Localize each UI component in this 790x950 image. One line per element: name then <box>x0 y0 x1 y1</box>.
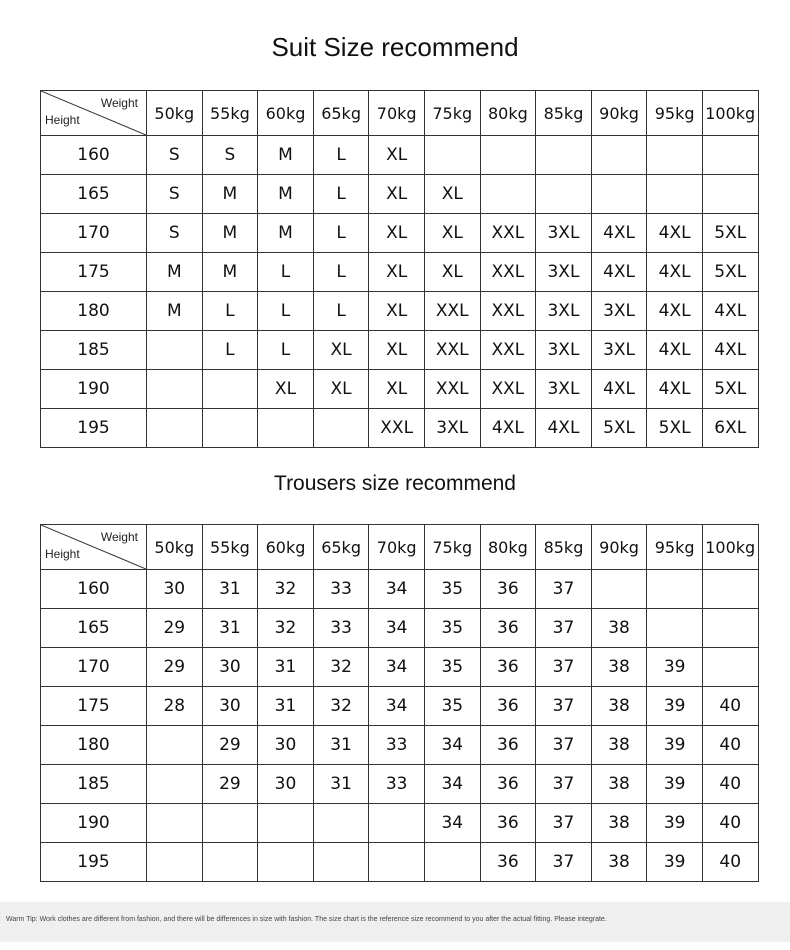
height-cell: 160 <box>41 136 147 175</box>
size-cell <box>591 136 647 175</box>
size-cell: 34 <box>424 804 480 843</box>
size-cell: L <box>258 292 314 331</box>
size-cell: S <box>147 136 203 175</box>
size-cell <box>202 804 258 843</box>
size-cell: L <box>202 331 258 370</box>
weight-label: Weight <box>100 530 138 544</box>
height-label: Height <box>45 547 80 561</box>
trousers-size-table <box>40 524 759 882</box>
size-cell: M <box>258 175 314 214</box>
size-cell: 3XL <box>536 370 592 409</box>
size-cell: 34 <box>369 687 425 726</box>
size-cell: 29 <box>147 609 203 648</box>
size-cell <box>147 843 203 882</box>
size-cell: L <box>202 292 258 331</box>
weight-header: 65kg <box>313 525 369 570</box>
size-cell <box>313 409 369 448</box>
size-cell: 37 <box>536 609 592 648</box>
size-cell: XL <box>258 370 314 409</box>
weight-header: 65kg <box>313 91 369 136</box>
size-cell: 33 <box>369 726 425 765</box>
size-cell: M <box>202 214 258 253</box>
size-cell <box>313 843 369 882</box>
corner-cell <box>41 91 147 136</box>
size-cell: XXL <box>480 370 536 409</box>
size-cell <box>202 370 258 409</box>
size-cell <box>202 843 258 882</box>
size-cell <box>258 409 314 448</box>
size-cell: 37 <box>536 843 592 882</box>
size-cell: 3XL <box>536 214 592 253</box>
size-cell: 34 <box>369 648 425 687</box>
table-row <box>41 370 759 409</box>
size-cell <box>369 804 425 843</box>
height-cell: 195 <box>41 843 147 882</box>
size-cell: 40 <box>702 726 758 765</box>
size-cell: 33 <box>369 765 425 804</box>
size-cell: XL <box>424 214 480 253</box>
weight-header: 95kg <box>647 91 703 136</box>
size-cell <box>147 370 203 409</box>
size-cell: 33 <box>313 570 369 609</box>
weight-header: 80kg <box>480 525 536 570</box>
size-cell: 5XL <box>702 253 758 292</box>
warm-tip-note: Warm Tip: Work clothes are different from fashion, and there will be differences in size with fashion. The size chart is the reference size recommend to you after the actual fitting. Please integrate. <box>0 902 790 942</box>
size-cell: L <box>258 253 314 292</box>
size-cell <box>313 804 369 843</box>
height-cell: 195 <box>41 409 147 448</box>
size-cell: 31 <box>258 687 314 726</box>
weight-header: 100kg <box>702 525 758 570</box>
size-cell: 35 <box>424 570 480 609</box>
weight-header: 90kg <box>591 91 647 136</box>
size-cell: 38 <box>591 609 647 648</box>
size-cell: 3XL <box>591 331 647 370</box>
size-cell: XXL <box>424 292 480 331</box>
size-cell: M <box>202 175 258 214</box>
size-cell: 30 <box>202 687 258 726</box>
size-cell <box>591 570 647 609</box>
size-cell: 29 <box>202 726 258 765</box>
size-cell: 37 <box>536 648 592 687</box>
size-cell: 3XL <box>536 292 592 331</box>
height-cell: 165 <box>41 175 147 214</box>
size-cell: M <box>202 253 258 292</box>
size-cell: 37 <box>536 570 592 609</box>
size-cell: XL <box>369 370 425 409</box>
size-cell: 32 <box>258 609 314 648</box>
size-cell: 38 <box>591 726 647 765</box>
table-header-row <box>41 525 759 570</box>
table-row <box>41 609 759 648</box>
size-cell: 36 <box>480 726 536 765</box>
height-cell: 160 <box>41 570 147 609</box>
size-cell: XL <box>369 253 425 292</box>
size-cell: XXL <box>369 409 425 448</box>
size-cell: S <box>202 136 258 175</box>
size-cell: L <box>313 253 369 292</box>
size-cell <box>647 136 703 175</box>
height-label: Height <box>45 113 80 127</box>
table-row <box>41 214 759 253</box>
table-row <box>41 726 759 765</box>
size-cell: S <box>147 175 203 214</box>
table-row <box>41 175 759 214</box>
size-cell: 3XL <box>424 409 480 448</box>
table-header-row <box>41 91 759 136</box>
size-cell: 3XL <box>591 292 647 331</box>
table-row <box>41 648 759 687</box>
size-cell: 4XL <box>647 253 703 292</box>
size-cell: 36 <box>480 609 536 648</box>
table-row <box>41 687 759 726</box>
weight-header: 85kg <box>536 525 592 570</box>
size-cell: 4XL <box>480 409 536 448</box>
size-cell: 28 <box>147 687 203 726</box>
size-cell <box>147 409 203 448</box>
size-cell: L <box>313 136 369 175</box>
size-cell: 31 <box>258 648 314 687</box>
size-cell: XL <box>369 214 425 253</box>
size-cell: M <box>147 253 203 292</box>
height-cell: 175 <box>41 687 147 726</box>
size-cell: 34 <box>424 726 480 765</box>
size-cell: 31 <box>202 570 258 609</box>
size-cell: 4XL <box>647 214 703 253</box>
size-cell: 4XL <box>536 409 592 448</box>
table-row <box>41 292 759 331</box>
weight-header: 95kg <box>647 525 703 570</box>
size-cell: 34 <box>369 570 425 609</box>
size-cell <box>702 175 758 214</box>
table-row <box>41 253 759 292</box>
size-cell: L <box>258 331 314 370</box>
table-row <box>41 136 759 175</box>
size-cell: 40 <box>702 687 758 726</box>
size-cell: 35 <box>424 609 480 648</box>
size-cell: 5XL <box>702 370 758 409</box>
size-cell: M <box>258 214 314 253</box>
table-row <box>41 843 759 882</box>
size-cell: 5XL <box>591 409 647 448</box>
size-cell <box>202 409 258 448</box>
size-cell: XL <box>424 253 480 292</box>
size-cell <box>647 609 703 648</box>
size-cell: 4XL <box>702 292 758 331</box>
size-cell <box>424 843 480 882</box>
size-cell: 39 <box>647 726 703 765</box>
size-cell: 31 <box>313 765 369 804</box>
size-cell: XL <box>424 175 480 214</box>
size-cell: 36 <box>480 843 536 882</box>
size-cell: 35 <box>424 648 480 687</box>
size-cell <box>702 136 758 175</box>
size-cell: L <box>313 292 369 331</box>
size-cell: 34 <box>369 609 425 648</box>
weight-header: 60kg <box>258 91 314 136</box>
size-cell: 39 <box>647 687 703 726</box>
size-cell: M <box>258 136 314 175</box>
size-cell: 40 <box>702 765 758 804</box>
size-cell: 4XL <box>647 292 703 331</box>
size-cell: 38 <box>591 687 647 726</box>
size-cell: 3XL <box>536 331 592 370</box>
size-cell: 35 <box>424 687 480 726</box>
size-cell: XL <box>313 331 369 370</box>
weight-header: 55kg <box>202 525 258 570</box>
size-cell: L <box>313 214 369 253</box>
size-cell: 32 <box>313 648 369 687</box>
size-cell: S <box>147 214 203 253</box>
size-cell: 38 <box>591 804 647 843</box>
size-cell <box>147 804 203 843</box>
size-cell: XL <box>369 292 425 331</box>
size-cell: 37 <box>536 804 592 843</box>
size-cell: 5XL <box>702 214 758 253</box>
size-cell: 39 <box>647 648 703 687</box>
height-cell: 165 <box>41 609 147 648</box>
weight-header: 50kg <box>147 525 203 570</box>
size-cell: 36 <box>480 765 536 804</box>
size-cell <box>536 136 592 175</box>
suit-size-table <box>40 90 759 448</box>
size-cell: 30 <box>258 765 314 804</box>
height-cell: 175 <box>41 253 147 292</box>
suit-size-title: Suit Size recommend <box>271 32 519 62</box>
size-cell: 36 <box>480 687 536 726</box>
weight-header: 55kg <box>202 91 258 136</box>
height-cell: 190 <box>41 804 147 843</box>
size-cell <box>702 648 758 687</box>
size-cell <box>424 136 480 175</box>
size-cell: 39 <box>647 765 703 804</box>
size-cell <box>369 843 425 882</box>
size-cell <box>591 175 647 214</box>
size-cell: XL <box>313 370 369 409</box>
size-cell <box>480 136 536 175</box>
table-row <box>41 804 759 843</box>
size-cell: 38 <box>591 765 647 804</box>
size-cell: 4XL <box>591 214 647 253</box>
size-cell <box>647 175 703 214</box>
height-cell: 170 <box>41 214 147 253</box>
size-cell: 29 <box>202 765 258 804</box>
size-cell: 30 <box>147 570 203 609</box>
table-row <box>41 570 759 609</box>
size-cell: XL <box>369 175 425 214</box>
size-cell <box>147 765 203 804</box>
size-cell: 5XL <box>647 409 703 448</box>
size-cell <box>147 331 203 370</box>
size-cell: 4XL <box>591 370 647 409</box>
size-cell: 30 <box>258 726 314 765</box>
table-row <box>41 409 759 448</box>
size-cell: M <box>147 292 203 331</box>
size-cell: 37 <box>536 726 592 765</box>
size-cell: 4XL <box>591 253 647 292</box>
size-cell: 3XL <box>536 253 592 292</box>
size-cell <box>536 175 592 214</box>
size-cell: XXL <box>480 292 536 331</box>
size-cell: 39 <box>647 804 703 843</box>
size-cell <box>702 609 758 648</box>
size-cell: 30 <box>202 648 258 687</box>
size-cell: 31 <box>313 726 369 765</box>
size-cell <box>480 175 536 214</box>
height-cell: 170 <box>41 648 147 687</box>
weight-header: 60kg <box>258 525 314 570</box>
size-cell <box>647 570 703 609</box>
size-cell: 36 <box>480 804 536 843</box>
size-cell: L <box>313 175 369 214</box>
corner-cell <box>41 525 147 570</box>
size-cell: XL <box>369 136 425 175</box>
weight-header: 70kg <box>369 525 425 570</box>
size-cell <box>258 804 314 843</box>
size-cell: 37 <box>536 687 592 726</box>
size-cell: XL <box>369 331 425 370</box>
size-cell <box>702 570 758 609</box>
size-cell: 36 <box>480 570 536 609</box>
weight-label: Weight <box>100 96 138 110</box>
height-cell: 180 <box>41 292 147 331</box>
height-cell: 190 <box>41 370 147 409</box>
size-cell: XXL <box>480 331 536 370</box>
size-cell: 32 <box>313 687 369 726</box>
weight-header: 90kg <box>591 525 647 570</box>
size-cell: XXL <box>424 370 480 409</box>
size-cell: 37 <box>536 765 592 804</box>
size-cell <box>258 843 314 882</box>
size-cell: 36 <box>480 648 536 687</box>
height-cell: 185 <box>41 765 147 804</box>
size-cell: 4XL <box>702 331 758 370</box>
size-cell: 4XL <box>647 331 703 370</box>
size-cell: 32 <box>258 570 314 609</box>
table-row <box>41 765 759 804</box>
size-cell: 40 <box>702 804 758 843</box>
size-cell: XXL <box>480 214 536 253</box>
size-cell: 29 <box>147 648 203 687</box>
size-cell: 38 <box>591 648 647 687</box>
height-cell: 180 <box>41 726 147 765</box>
size-cell: 38 <box>591 843 647 882</box>
weight-header: 75kg <box>424 91 480 136</box>
weight-header: 70kg <box>369 91 425 136</box>
weight-header: 85kg <box>536 91 592 136</box>
size-cell: XXL <box>480 253 536 292</box>
size-cell <box>147 726 203 765</box>
size-cell: 31 <box>202 609 258 648</box>
size-cell: 40 <box>702 843 758 882</box>
size-cell: XXL <box>424 331 480 370</box>
table-row <box>41 331 759 370</box>
weight-header: 75kg <box>424 525 480 570</box>
trousers-size-title: Trousers size recommend <box>274 472 516 495</box>
weight-header: 100kg <box>702 91 758 136</box>
height-cell: 185 <box>41 331 147 370</box>
size-cell: 33 <box>313 609 369 648</box>
size-cell: 34 <box>424 765 480 804</box>
size-cell: 6XL <box>702 409 758 448</box>
size-cell: 4XL <box>647 370 703 409</box>
weight-header: 80kg <box>480 91 536 136</box>
weight-header: 50kg <box>147 91 203 136</box>
size-cell: 39 <box>647 843 703 882</box>
